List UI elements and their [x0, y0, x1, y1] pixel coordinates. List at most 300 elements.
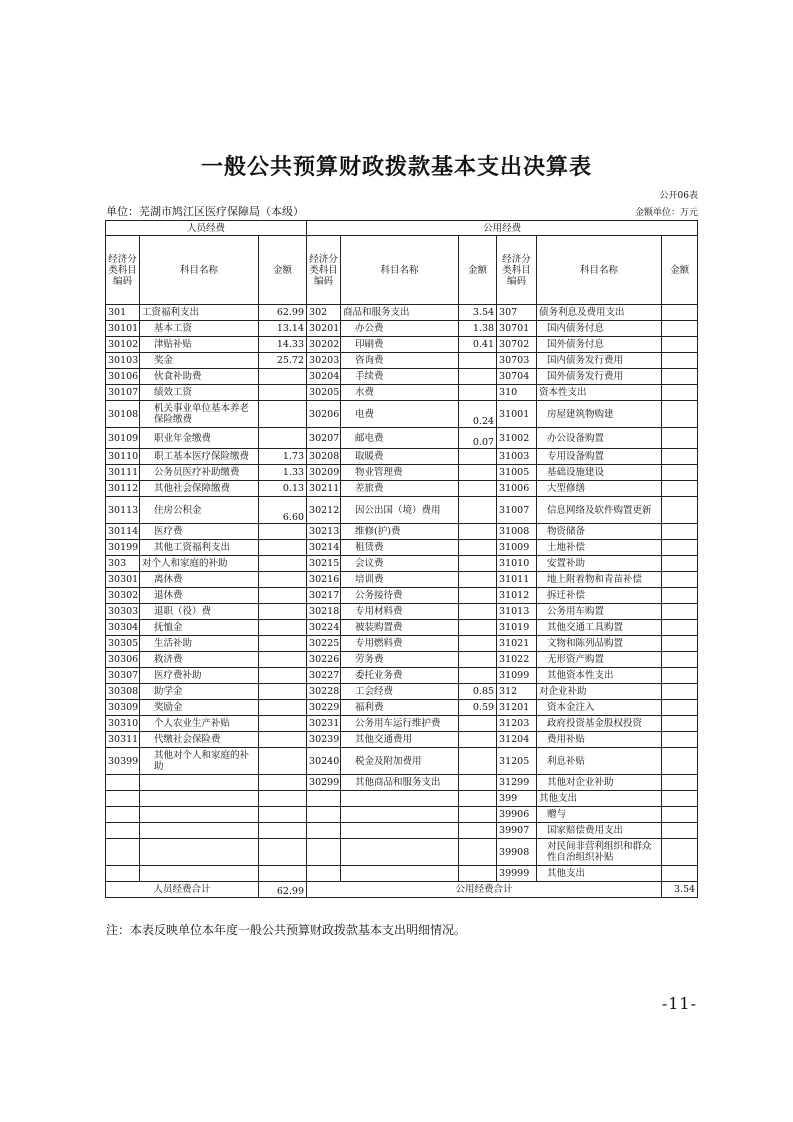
name-cell-1: 机关事业单位基本养老保险缴费: [140, 401, 259, 428]
footnote: 注：本表反映单位本年度一般公共预算财政拨款基本支出明细情况。: [106, 923, 467, 937]
name-cell-3: 其他支出: [537, 866, 662, 882]
header-name-1: 科目名称: [140, 236, 259, 305]
name-cell-2: 办公费: [341, 321, 459, 337]
name-cell-3: 国外债务付息: [537, 337, 662, 353]
code-cell-1: 30113: [106, 497, 140, 524]
table-row: [106, 866, 698, 882]
amount-cell-1: [259, 791, 307, 807]
code-cell-3: 31205: [497, 748, 537, 775]
code-cell-2: 30204: [307, 369, 341, 385]
code-cell-1: 30103: [106, 353, 140, 369]
code-cell-3: 399: [497, 791, 537, 807]
amount-cell-1: [259, 369, 307, 385]
amount-cell-1: [259, 700, 307, 716]
code-cell-2: 30224: [307, 620, 341, 636]
name-cell-2: [341, 866, 459, 882]
amount-cell-1: [259, 668, 307, 684]
amount-cell-1: 14.33: [259, 337, 307, 353]
name-cell-1: 职工基本医疗保险缴费: [140, 449, 259, 465]
code-cell-2: 30209: [307, 465, 341, 481]
amount-cell-3: [662, 668, 698, 684]
amount-cell-3: [662, 732, 698, 748]
amount-cell-2: [459, 748, 497, 775]
code-cell-3: 30702: [497, 337, 537, 353]
table-row: [106, 556, 698, 572]
code-cell-2: 30202: [307, 337, 341, 353]
name-cell-3: 利息补贴: [537, 748, 662, 775]
header-code-2: 经济分类科目编码: [307, 236, 341, 305]
code-cell-1: 30110: [106, 449, 140, 465]
name-cell-2: 专用燃料费: [341, 636, 459, 652]
amount-cell-2: [459, 465, 497, 481]
amount-cell-1: [259, 775, 307, 791]
code-cell-2: 30208: [307, 449, 341, 465]
name-cell-3: 赠与: [537, 807, 662, 823]
table-row: [106, 572, 698, 588]
code-cell-1: 303: [106, 556, 140, 572]
name-cell-1: 退职（役）费: [140, 604, 259, 620]
amount-cell-1: 6.60: [259, 497, 307, 524]
code-cell-1: 30109: [106, 428, 140, 449]
amount-cell-2: 0.85: [459, 684, 497, 700]
header-amount-3: 金额: [662, 236, 698, 305]
amount-cell-3: [662, 353, 698, 369]
code-cell-3: 31203: [497, 716, 537, 732]
amount-cell-2: [459, 556, 497, 572]
amount-cell-3: [662, 497, 698, 524]
amount-cell-3: [662, 401, 698, 428]
code-cell-2: 30299: [307, 775, 341, 791]
code-cell-2: 30207: [307, 428, 341, 449]
name-cell-2: 咨询费: [341, 353, 459, 369]
code-cell-3: 30701: [497, 321, 537, 337]
code-cell-1: 30301: [106, 572, 140, 588]
name-cell-3: 政府投资基金股权投资: [537, 716, 662, 732]
name-cell-2: 工会经费: [341, 684, 459, 700]
amount-cell-1: [259, 401, 307, 428]
code-cell-1: 30309: [106, 700, 140, 716]
public-total-amount: 3.54: [662, 882, 698, 898]
code-cell-3: 31099: [497, 668, 537, 684]
name-cell-2: 维修(护)费: [341, 524, 459, 540]
code-cell-1: 30102: [106, 337, 140, 353]
amount-cell-3: [662, 305, 698, 321]
amount-cell-2: [459, 588, 497, 604]
table-row: [106, 337, 698, 353]
name-cell-1: 抚恤金: [140, 620, 259, 636]
amount-cell-1: [259, 748, 307, 775]
name-cell-2: 会议费: [341, 556, 459, 572]
table-row: [106, 497, 698, 524]
code-cell-2: 30240: [307, 748, 341, 775]
name-cell-1: 伙食补助费: [140, 369, 259, 385]
personnel-total-label: 人员经费合计: [106, 882, 259, 898]
amount-cell-3: [662, 700, 698, 716]
name-cell-2: 水费: [341, 385, 459, 401]
code-cell-1: 30304: [106, 620, 140, 636]
name-cell-2: 劳务费: [341, 652, 459, 668]
code-cell-2: 30212: [307, 497, 341, 524]
name-cell-3: 大型修缮: [537, 481, 662, 497]
name-cell-1: 离休费: [140, 572, 259, 588]
code-cell-1: 30111: [106, 465, 140, 481]
amount-cell-3: [662, 620, 698, 636]
code-cell-1: [106, 807, 140, 823]
code-cell-2: 30228: [307, 684, 341, 700]
amount-cell-3: [662, 652, 698, 668]
table-row: [106, 684, 698, 700]
name-cell-3: 国外债务发行费用: [537, 369, 662, 385]
name-cell-1: 津贴补贴: [140, 337, 259, 353]
name-cell-1: [140, 823, 259, 839]
amount-cell-3: [662, 449, 698, 465]
code-cell-1: 30302: [106, 588, 140, 604]
name-cell-1: 救济费: [140, 652, 259, 668]
name-cell-1: 代缴社会保险费: [140, 732, 259, 748]
table-row: [106, 305, 698, 321]
code-cell-1: 30106: [106, 369, 140, 385]
name-cell-2: [341, 807, 459, 823]
amount-cell-3: [662, 572, 698, 588]
name-cell-3: 资本性支出: [537, 385, 662, 401]
code-cell-2: 30229: [307, 700, 341, 716]
code-cell-1: [106, 866, 140, 882]
code-cell-3: 312: [497, 684, 537, 700]
code-cell-3: 31010: [497, 556, 537, 572]
amount-cell-2: [459, 732, 497, 748]
table-row: [106, 465, 698, 481]
amount-cell-1: [259, 540, 307, 556]
personnel-total-amount: 62.99: [259, 882, 307, 898]
code-cell-2: [307, 823, 341, 839]
table-row: [106, 839, 698, 866]
name-cell-1: 其他对个人和家庭的补助: [140, 748, 259, 775]
header-code-1: 经济分类科目编码: [106, 236, 140, 305]
name-cell-2: 手续费: [341, 369, 459, 385]
amount-cell-1: [259, 620, 307, 636]
code-cell-2: 30227: [307, 668, 341, 684]
code-cell-2: 30201: [307, 321, 341, 337]
group-header-personnel: 人员经费: [106, 221, 307, 236]
name-cell-2: 被装购置费: [341, 620, 459, 636]
name-cell-1: 退休费: [140, 588, 259, 604]
table-row: [106, 668, 698, 684]
code-cell-3: 39906: [497, 807, 537, 823]
amount-cell-3: [662, 321, 698, 337]
amount-cell-2: [459, 385, 497, 401]
amount-cell-2: [459, 353, 497, 369]
table-row: [106, 353, 698, 369]
name-cell-3: 国家赔偿费用支出: [537, 823, 662, 839]
amount-cell-1: [259, 556, 307, 572]
table-row: [106, 716, 698, 732]
code-cell-2: [307, 839, 341, 866]
table-row: [106, 321, 698, 337]
code-cell-3: 31201: [497, 700, 537, 716]
amount-cell-2: [459, 866, 497, 882]
name-cell-2: 公务用车运行维护费: [341, 716, 459, 732]
name-cell-3: 债务利息及费用支出: [537, 305, 662, 321]
page-number: -11-: [661, 994, 697, 1013]
amount-cell-2: [459, 807, 497, 823]
name-cell-1: [140, 839, 259, 866]
code-cell-3: 30704: [497, 369, 537, 385]
code-cell-3: 31019: [497, 620, 537, 636]
header-code-3: 经济分类科目编码: [497, 236, 537, 305]
amount-cell-2: [459, 775, 497, 791]
code-cell-1: [106, 775, 140, 791]
code-cell-1: 30101: [106, 321, 140, 337]
name-cell-3: 费用补贴: [537, 732, 662, 748]
code-cell-1: 30307: [106, 668, 140, 684]
name-cell-3: 国内债务发行费用: [537, 353, 662, 369]
amount-cell-2: [459, 572, 497, 588]
amount-cell-3: [662, 839, 698, 866]
code-cell-2: 30231: [307, 716, 341, 732]
code-cell-1: 30310: [106, 716, 140, 732]
code-cell-2: 30203: [307, 353, 341, 369]
name-cell-1: [140, 775, 259, 791]
expenditure-table: [105, 220, 698, 898]
name-cell-1: [140, 866, 259, 882]
code-cell-1: 30112: [106, 481, 140, 497]
table-row: [106, 791, 698, 807]
code-cell-3: 31204: [497, 732, 537, 748]
name-cell-2: 邮电费: [341, 428, 459, 449]
code-cell-3: 307: [497, 305, 537, 321]
code-cell-2: 30217: [307, 588, 341, 604]
code-cell-3: 31007: [497, 497, 537, 524]
name-cell-1: [140, 807, 259, 823]
name-cell-1: 医疗费: [140, 524, 259, 540]
code-cell-1: [106, 823, 140, 839]
amount-cell-2: 1.38: [459, 321, 497, 337]
amount-cell-3: [662, 428, 698, 449]
code-cell-2: 30218: [307, 604, 341, 620]
name-cell-3: 公务用车购置: [537, 604, 662, 620]
name-cell-2: 专用材料费: [341, 604, 459, 620]
name-cell-2: 福利费: [341, 700, 459, 716]
table-row: [106, 748, 698, 775]
code-cell-3: 310: [497, 385, 537, 401]
name-cell-3: 土地补偿: [537, 540, 662, 556]
name-cell-2: 委托业务费: [341, 668, 459, 684]
page-title: 一般公共预算财政拨款基本支出决算表: [200, 154, 592, 180]
name-cell-2: 电费: [341, 401, 459, 428]
name-cell-1: 基本工资: [140, 321, 259, 337]
name-cell-2: 租赁费: [341, 540, 459, 556]
amount-cell-2: [459, 497, 497, 524]
table-row: [106, 775, 698, 791]
header-name-3: 科目名称: [537, 236, 662, 305]
code-cell-1: [106, 839, 140, 866]
code-cell-1: 30108: [106, 401, 140, 428]
header-amount-2: 金额: [459, 236, 497, 305]
amount-cell-3: [662, 866, 698, 882]
public-total-label: 公用经费合计: [307, 882, 662, 898]
name-cell-3: 房屋建筑物购建: [537, 401, 662, 428]
table-row: [106, 540, 698, 556]
code-cell-2: 30216: [307, 572, 341, 588]
code-cell-2: 30214: [307, 540, 341, 556]
table-row: [106, 369, 698, 385]
amount-cell-1: [259, 572, 307, 588]
name-cell-1: 其他工资福利支出: [140, 540, 259, 556]
table-row: [106, 636, 698, 652]
amount-cell-2: [459, 791, 497, 807]
amount-cell-2: 0.59: [459, 700, 497, 716]
amount-cell-2: [459, 524, 497, 540]
amount-cell-1: [259, 684, 307, 700]
amount-cell-3: [662, 337, 698, 353]
code-cell-2: 302: [307, 305, 341, 321]
name-cell-1: 公务员医疗补助缴费: [140, 465, 259, 481]
code-cell-3: 39999: [497, 866, 537, 882]
code-cell-3: 31012: [497, 588, 537, 604]
table-row: [106, 732, 698, 748]
code-cell-2: 30206: [307, 401, 341, 428]
name-cell-3: 基础设施建设: [537, 465, 662, 481]
code-cell-3: 31005: [497, 465, 537, 481]
name-cell-2: 商品和服务支出: [341, 305, 459, 321]
name-cell-3: 专用设备购置: [537, 449, 662, 465]
amount-cell-1: [259, 524, 307, 540]
name-cell-3: 拆迁补偿: [537, 588, 662, 604]
name-cell-2: [341, 791, 459, 807]
name-cell-1: 个人农业生产补贴: [140, 716, 259, 732]
amount-cell-1: 25.72: [259, 353, 307, 369]
name-cell-3: 无形资产购置: [537, 652, 662, 668]
code-cell-1: 30107: [106, 385, 140, 401]
name-cell-3: 物资储备: [537, 524, 662, 540]
table-row: [106, 481, 698, 497]
amount-cell-2: [459, 823, 497, 839]
amount-cell-1: [259, 652, 307, 668]
table-row: [106, 401, 698, 428]
code-cell-1: 30114: [106, 524, 140, 540]
amount-cell-1: [259, 866, 307, 882]
name-cell-1: 住房公积金: [140, 497, 259, 524]
name-cell-1: 对个人和家庭的补助: [140, 556, 259, 572]
amount-cell-3: [662, 481, 698, 497]
name-cell-2: 物业管理费: [341, 465, 459, 481]
table-row: [106, 700, 698, 716]
amount-cell-1: [259, 588, 307, 604]
name-cell-3: 对民间非营利组织和群众性自治组织补贴: [537, 839, 662, 866]
code-cell-1: 30306: [106, 652, 140, 668]
unit-label: 单位：芜湖市鸠江区医疗保障局（本级）: [106, 205, 304, 218]
code-cell-3: 39908: [497, 839, 537, 866]
header-name-2: 科目名称: [341, 236, 459, 305]
amount-cell-3: [662, 385, 698, 401]
amount-cell-1: [259, 839, 307, 866]
amount-cell-2: [459, 716, 497, 732]
code-cell-2: [307, 791, 341, 807]
code-cell-3: 31003: [497, 449, 537, 465]
table-row: [106, 449, 698, 465]
name-cell-3: 其他支出: [537, 791, 662, 807]
amount-cell-3: [662, 369, 698, 385]
amount-cell-1: 0.13: [259, 481, 307, 497]
name-cell-1: 绩效工资: [140, 385, 259, 401]
amount-cell-1: [259, 385, 307, 401]
amount-cell-3: [662, 791, 698, 807]
table-row: [106, 604, 698, 620]
table-row: [106, 652, 698, 668]
name-cell-3: 办公设备购置: [537, 428, 662, 449]
name-cell-2: [341, 839, 459, 866]
code-cell-2: 30205: [307, 385, 341, 401]
amount-cell-3: [662, 807, 698, 823]
name-cell-2: 取暖费: [341, 449, 459, 465]
amount-cell-3: [662, 604, 698, 620]
table-row: [106, 428, 698, 449]
amount-cell-3: [662, 465, 698, 481]
code-cell-1: [106, 791, 140, 807]
amount-cell-3: [662, 524, 698, 540]
amount-cell-1: [259, 807, 307, 823]
table-row: [106, 524, 698, 540]
amount-cell-2: [459, 839, 497, 866]
name-cell-1: 医疗费补助: [140, 668, 259, 684]
code-cell-2: 30213: [307, 524, 341, 540]
amount-cell-2: [459, 652, 497, 668]
name-cell-2: 培训费: [341, 572, 459, 588]
code-cell-3: 31001: [497, 401, 537, 428]
name-cell-2: 公务接待费: [341, 588, 459, 604]
amount-cell-3: [662, 540, 698, 556]
code-cell-3: 31009: [497, 540, 537, 556]
amount-cell-2: [459, 369, 497, 385]
amount-cell-3: [662, 775, 698, 791]
amount-cell-2: 0.07: [459, 428, 497, 449]
name-cell-2: 印刷费: [341, 337, 459, 353]
name-cell-2: 其他交通费用: [341, 732, 459, 748]
code-cell-2: 30225: [307, 636, 341, 652]
amount-cell-1: 13.14: [259, 321, 307, 337]
amount-cell-3: [662, 556, 698, 572]
code-cell-1: 30308: [106, 684, 140, 700]
table-row: [106, 385, 698, 401]
code-cell-1: 30199: [106, 540, 140, 556]
amount-cell-2: [459, 668, 497, 684]
amount-cell-3: [662, 748, 698, 775]
code-cell-3: 31299: [497, 775, 537, 791]
code-cell-2: 30239: [307, 732, 341, 748]
name-cell-3: 资本金注入: [537, 700, 662, 716]
table-row: [106, 823, 698, 839]
amount-cell-1: [259, 716, 307, 732]
name-cell-1: 奖金: [140, 353, 259, 369]
name-cell-3: 安置补助: [537, 556, 662, 572]
amount-cell-2: 0.41: [459, 337, 497, 353]
amount-cell-1: [259, 428, 307, 449]
table-row: [106, 588, 698, 604]
name-cell-3: 信息网络及软件购置更新: [537, 497, 662, 524]
name-cell-3: 其他对企业补助: [537, 775, 662, 791]
code-cell-2: [307, 807, 341, 823]
amount-cell-2: 0.24: [459, 401, 497, 428]
name-cell-1: 职业年金缴费: [140, 428, 259, 449]
code-cell-3: 31013: [497, 604, 537, 620]
code-cell-3: 31011: [497, 572, 537, 588]
code-cell-3: 31002: [497, 428, 537, 449]
amount-cell-2: [459, 449, 497, 465]
amount-cell-3: [662, 588, 698, 604]
name-cell-2: 其他商品和服务支出: [341, 775, 459, 791]
amount-cell-2: 3.54: [459, 305, 497, 321]
code-cell-3: 31021: [497, 636, 537, 652]
